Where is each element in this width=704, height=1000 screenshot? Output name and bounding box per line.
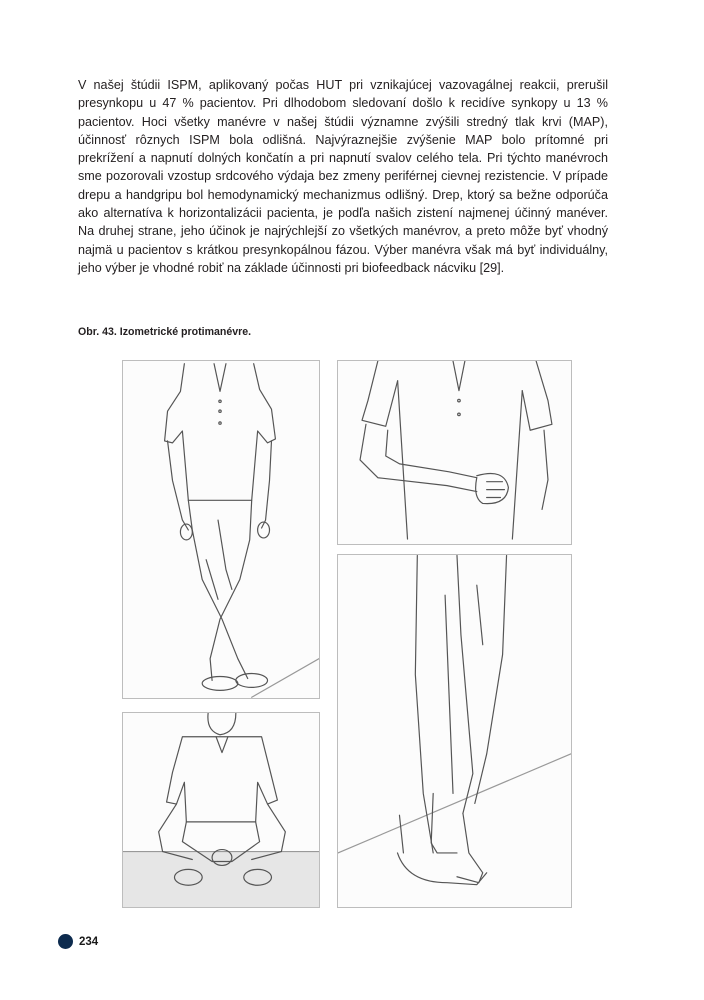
page-number-label: 234	[79, 935, 99, 948]
page-number	[58, 934, 98, 949]
page-marker-dot	[58, 934, 73, 949]
body-paragraph: V našej štúdii ISPM, aplikovaný počas HUT pri vznikajúcej vazovagálnej reakcii, prerušil presynkopu u 47 % pacientov. Pri dlhodobom sledovaní došlo k recidíve synkopy u 13 % pacientov. Hoci všetky manévre v našej štúdii významne zvýšili stredný tlak krvi (MAP), účinnosť rôznych ISPM bola odlišná. Najvýraznejšie zvýšenie MAP bolo prítomné pri prekrížení a napnutí dolných končatín a pri napnutí svalov celého tela. Pri týchto manévroch sme pozorovali vzostup srdcového výdaja bez zmeny periférnej cievnej rezistencie. V prípade drepu a handgripu bol hemodynamický mechanizmus odlišný. Drep, ktorý sa bežne odporúča ako alternatíva k horizontalizácii pacienta, je podľa našich zistení najmenej účinný manéver. Na druhej strane, jeho účinok je najrýchlejší zo všetkých manévrov, a preto môže byť vhodný najmä u pacientov s krátkou presynkopálnou fázou. Výber manévra však má byť individuálny, jeho výber je vhodné robiť na základe účinnosti pri biofeedback nácviku [29].	[78, 78, 608, 275]
photo-handgrip	[337, 360, 572, 545]
photo-squatting	[122, 712, 320, 908]
figure-caption: Obr. 43. Izometrické protimanévre.	[78, 326, 252, 338]
photo-leg-crossing	[122, 360, 320, 699]
photo-leg-tensing	[337, 554, 572, 908]
